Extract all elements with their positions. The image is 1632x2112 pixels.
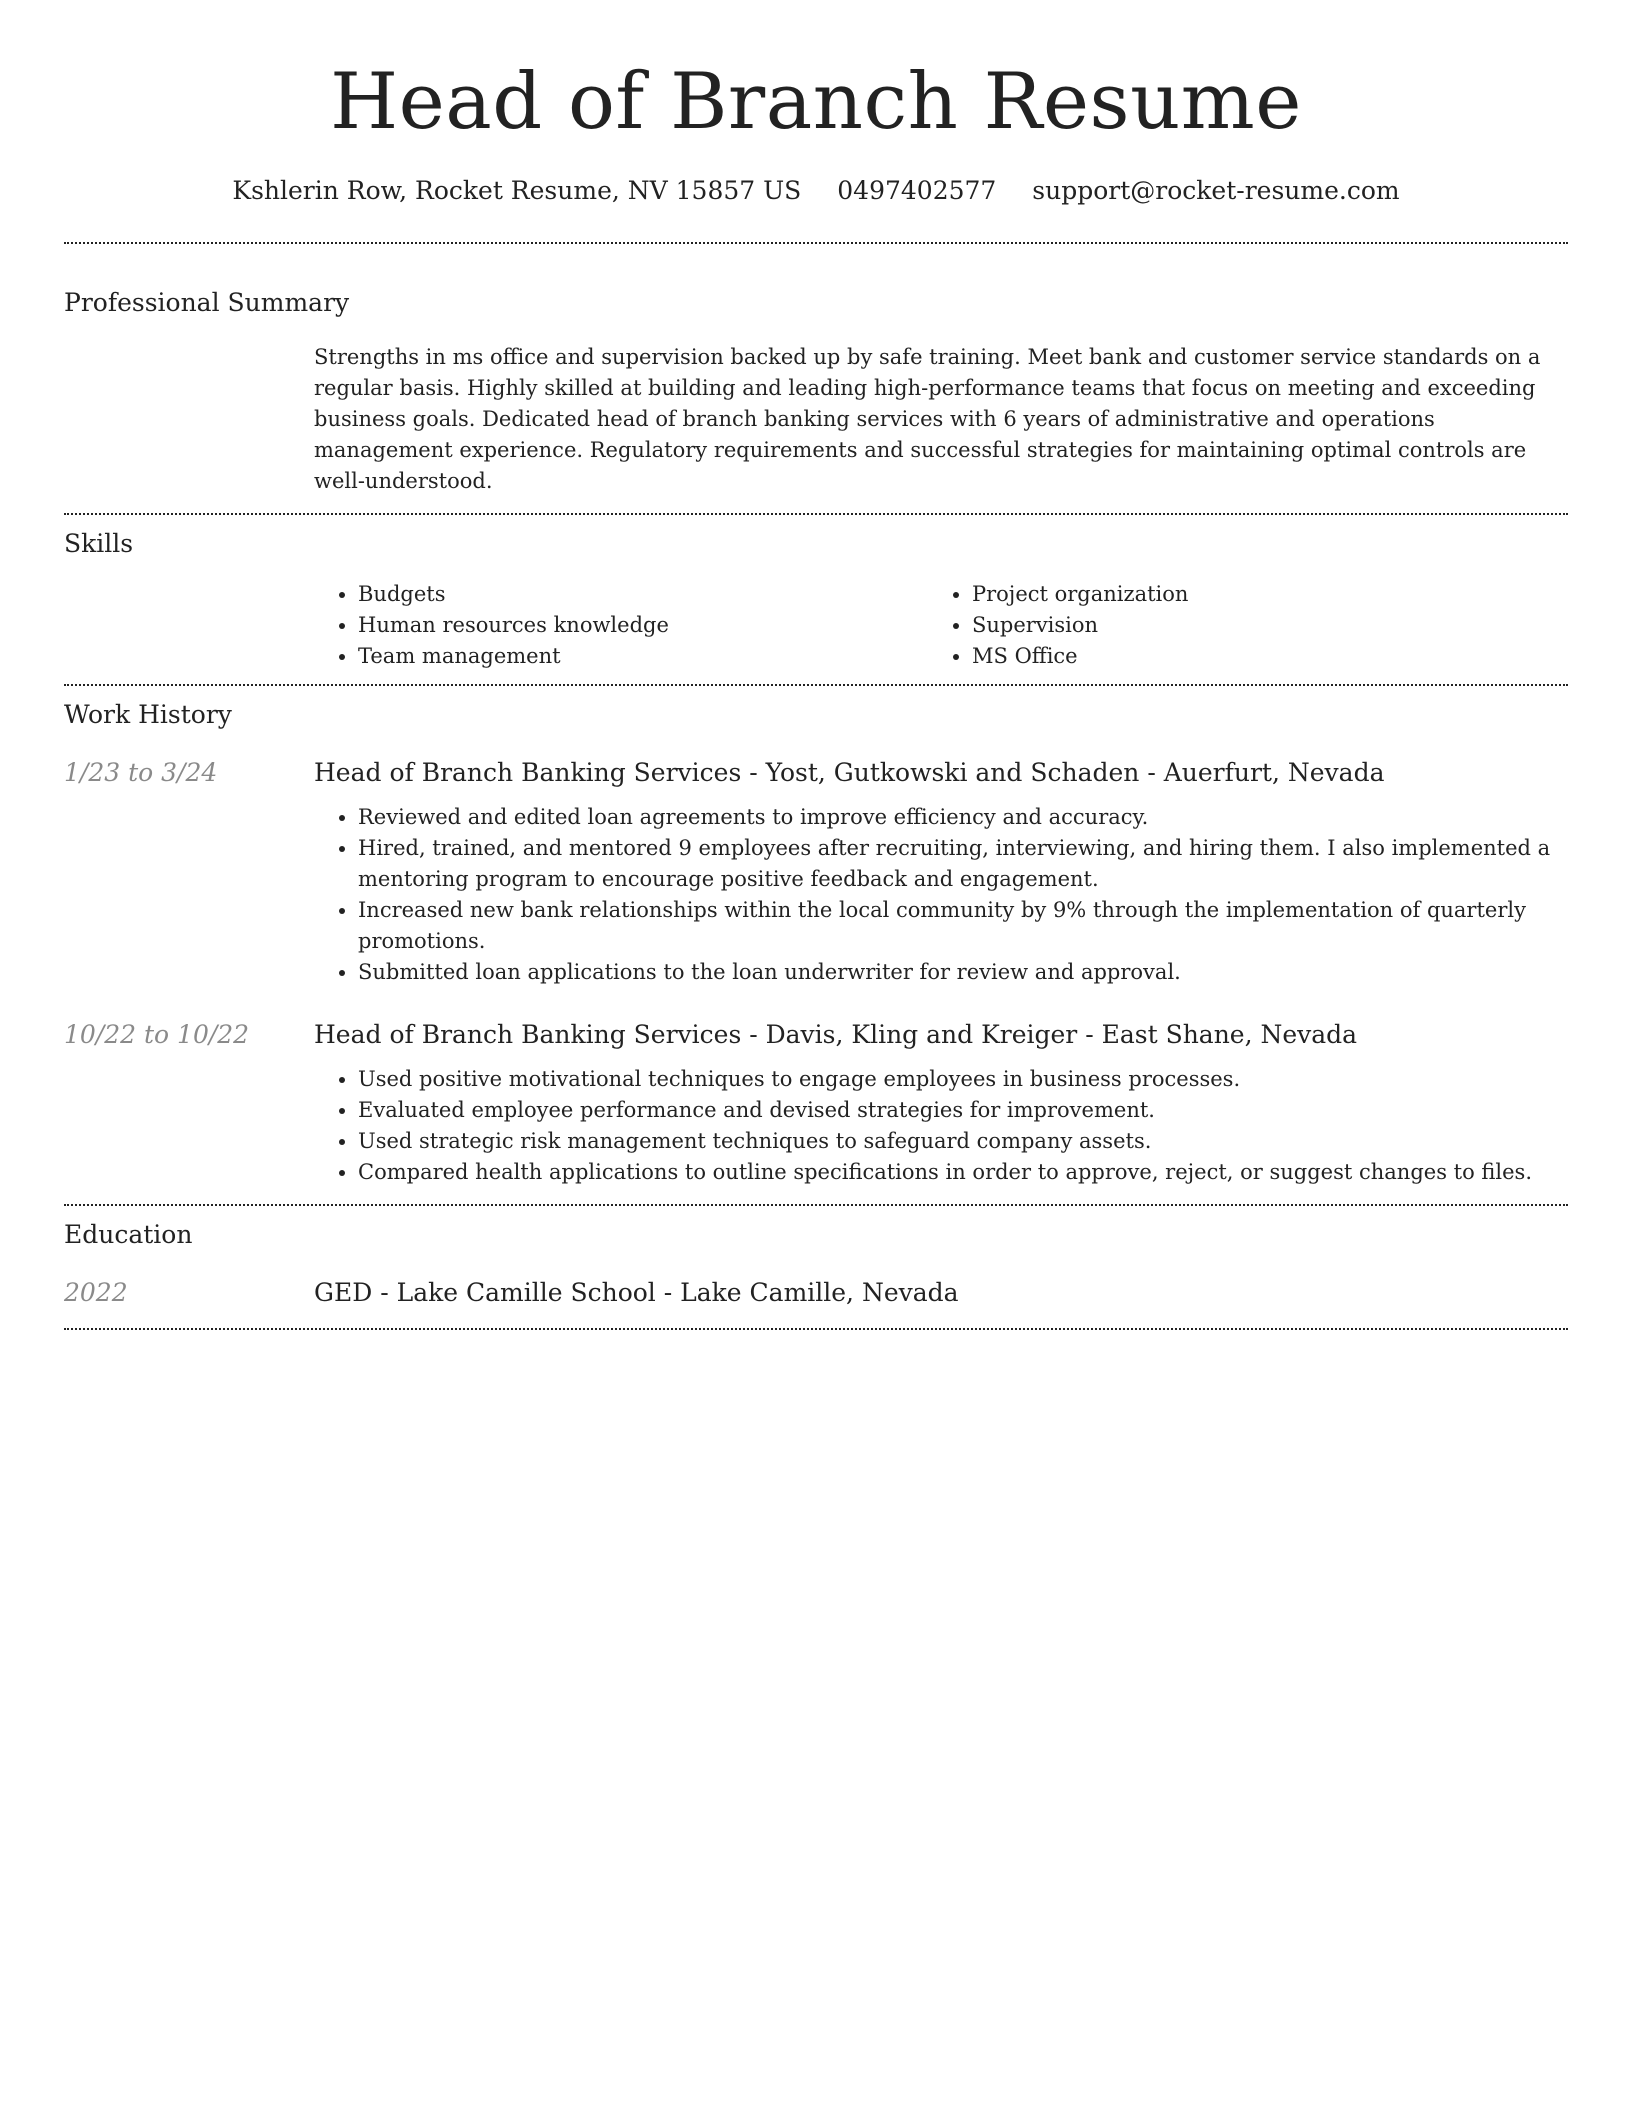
job-bullet: • Used positive motivational techniques to engage employees in business processes. bbox=[358, 1064, 1568, 1095]
resume-title: Head of Branch Resume bbox=[330, 57, 1302, 147]
skill-item: • Supervision bbox=[972, 610, 1542, 641]
job-entry bbox=[64, 756, 1568, 988]
job-bullet: • Increased new bank relationships within the local community by 9% through the implementation of quarterly promotions. bbox=[358, 895, 1568, 957]
job-bullet: • Submitted loan applications to the loan underwriter for review and approval. bbox=[358, 957, 1568, 988]
skills-column-right bbox=[928, 579, 1542, 672]
skills-grid bbox=[314, 579, 1568, 672]
summary-section bbox=[64, 244, 1568, 497]
job-bullets bbox=[314, 802, 1568, 988]
job-bullet: • Used strategic risk management techniques to safeguard company assets. bbox=[358, 1126, 1568, 1157]
work-history-section bbox=[64, 686, 1568, 1188]
education-date: 2022 bbox=[64, 1278, 128, 1307]
resume-page bbox=[64, 0, 1568, 1330]
section-title-skills: Skills bbox=[64, 529, 134, 558]
section-title-education: Education bbox=[64, 1220, 193, 1249]
job-date: 1/23 to 3/24 bbox=[64, 758, 218, 787]
summary-text: Strengths in ms office and supervision backed up by safe training. Meet bank and customer service standards on a regular basis. Highly skilled at building and leading high-performance teams that focus on meeting and exceeding business goals. Dedicated head of branch banking services with 6 years of administrative and operations management experience. Regulatory requirements and successful strategies for maintaining optimal controls are well-understood. bbox=[314, 345, 1541, 493]
skills-column-left bbox=[314, 579, 928, 672]
education-section bbox=[64, 1206, 1568, 1310]
skill-item: • Team management bbox=[358, 641, 928, 672]
job-bullet: • Evaluated employee performance and devised strategies for improvement. bbox=[358, 1095, 1568, 1126]
section-title-work-history: Work History bbox=[64, 700, 232, 729]
job-bullets bbox=[314, 1064, 1568, 1188]
skills-section bbox=[64, 515, 1568, 672]
education-text: GED - Lake Camille School - Lake Camille, Nevada bbox=[314, 1278, 959, 1307]
skill-item: • MS Office bbox=[972, 641, 1542, 672]
contact-phone: 0497402577 bbox=[837, 176, 997, 205]
section-title-summary: Professional Summary bbox=[64, 288, 350, 317]
contact-address: Kshlerin Row, Rocket Resume, NV 15857 US bbox=[232, 176, 802, 205]
job-bullet: • Reviewed and edited loan agreements to improve efficiency and accuracy. bbox=[358, 802, 1568, 833]
skill-item: • Project organization bbox=[972, 579, 1542, 610]
job-bullet: • Hired, trained, and mentored 9 employees after recruiting, interviewing, and hiring them. I also implemented a mentoring program to encourage positive feedback and engagement. bbox=[358, 833, 1568, 895]
education-entry bbox=[64, 1276, 1568, 1310]
job-title: Head of Branch Banking Services - Davis, Kling and Kreiger - East Shane, Nevada bbox=[314, 1020, 1358, 1049]
contact-email: support@rocket-resume.com bbox=[1032, 176, 1400, 205]
job-bullet: • Compared health applications to outline specifications in order to approve, reject, or suggest changes to files. bbox=[358, 1157, 1568, 1188]
skill-item: • Budgets bbox=[358, 579, 928, 610]
job-date: 10/22 to 10/22 bbox=[64, 1020, 250, 1049]
job-entry bbox=[64, 1018, 1568, 1188]
divider bbox=[64, 1328, 1568, 1330]
contact-line bbox=[64, 174, 1568, 208]
skill-item: • Human resources knowledge bbox=[358, 610, 928, 641]
job-title: Head of Branch Banking Services - Yost, Gutkowski and Schaden - Auerfurt, Nevada bbox=[314, 758, 1385, 787]
